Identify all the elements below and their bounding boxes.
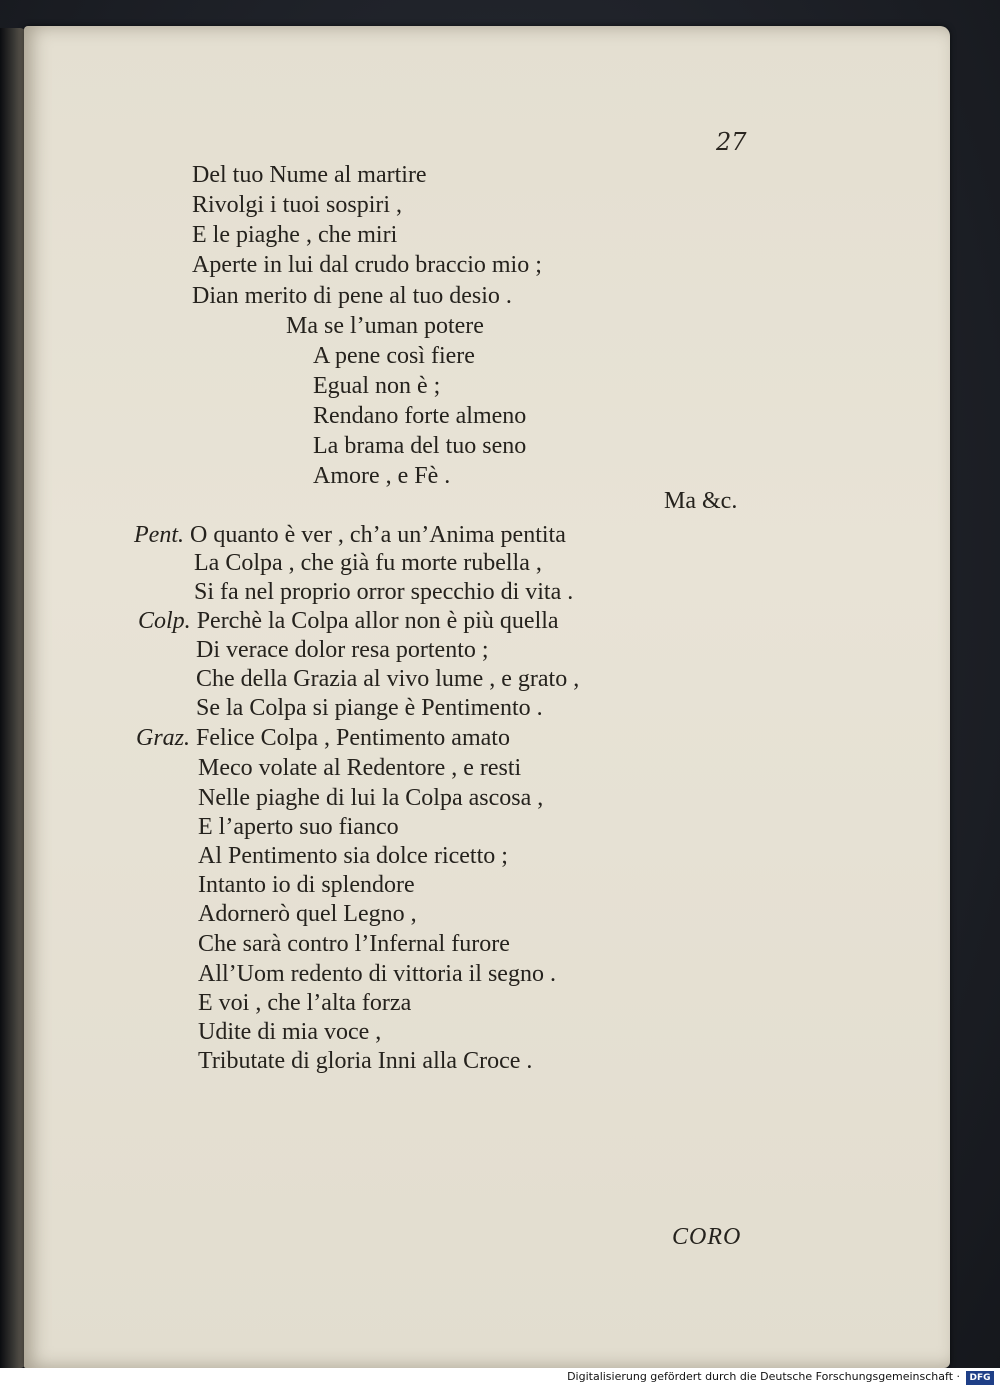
dialogue-line: Udite di mia voce , bbox=[198, 1019, 382, 1045]
dialogue-line: Nelle piaghe di lui la Colpa ascosa , bbox=[198, 785, 544, 811]
dialogue-line: Tributate di gloria Inni alla Croce . bbox=[198, 1048, 533, 1074]
dialogue-text: Perchè la Colpa allor non è più quella bbox=[196, 608, 559, 634]
dialogue-line: La Colpa , che già fu morte rubella , bbox=[194, 550, 542, 576]
verse-line: Amore , e Fè . bbox=[313, 463, 451, 489]
dialogue-line: Che della Grazia al vivo lume , e grato , bbox=[196, 666, 580, 692]
verse-line: Ma se l’uman potere bbox=[286, 313, 484, 339]
dialogue-line: Al Pentimento sia dolce ricetto ; bbox=[198, 843, 508, 869]
dialogue-line: Adornerò quel Legno , bbox=[198, 901, 417, 927]
dialogue-line: Meco volate al Redentore , e resti bbox=[198, 755, 522, 781]
speaker-label: Pent. bbox=[134, 522, 184, 548]
dialogue-line bbox=[138, 606, 559, 636]
dialogue-line bbox=[134, 520, 566, 550]
verse-line: Aperte in lui dal crudo braccio mio ; bbox=[192, 252, 542, 278]
speaker-label: Graz. bbox=[136, 725, 191, 751]
dialogue-line: E l’aperto suo fianco bbox=[198, 814, 399, 840]
dialogue-line: Se la Colpa si piange è Pentimento . bbox=[196, 695, 543, 721]
dialogue-line: All’Uom redento di vittoria il segno . bbox=[198, 961, 556, 987]
refrain-marker: Ma &c. bbox=[664, 488, 738, 514]
verse-line: Rendano forte almeno bbox=[313, 403, 527, 429]
dialogue-text: Felice Colpa , Pentimento amato bbox=[196, 725, 510, 751]
dialogue-text: O quanto è ver , ch’a un’Anima pentita bbox=[189, 522, 566, 548]
dialogue-line: Che sarà contro l’Infernal furore bbox=[198, 931, 510, 957]
verse-line: Del tuo Nume al martire bbox=[192, 162, 427, 188]
verse-line: Dian merito di pene al tuo desio . bbox=[192, 283, 512, 309]
verse-line: E le piaghe , che miri bbox=[192, 222, 398, 248]
catchword: CORO bbox=[672, 1224, 742, 1250]
dfg-logo[interactable]: DFG bbox=[966, 1371, 994, 1385]
speaker-label: Colp. bbox=[138, 608, 191, 634]
dialogue-line: Di verace dolor resa portento ; bbox=[196, 637, 489, 663]
dialogue-line: Intanto io di splendore bbox=[198, 872, 415, 898]
dialogue-line: Si fa nel proprio orror specchio di vita . bbox=[194, 579, 574, 605]
page-number: 27 bbox=[716, 128, 747, 156]
verse-line: Egual non è ; bbox=[313, 373, 441, 399]
book-binding bbox=[0, 28, 26, 1368]
verse-line: A pene così fiere bbox=[313, 343, 475, 369]
footer-credit: Digitalisierung gefördert durch die Deutsche Forschungsgemeinschaft · bbox=[567, 1370, 960, 1383]
verse-line: La brama del tuo seno bbox=[313, 433, 527, 459]
verse-line: Rivolgi i tuoi sospiri , bbox=[192, 192, 403, 218]
dialogue-line bbox=[136, 723, 510, 753]
dialogue-line: E voi , che l’alta forza bbox=[198, 990, 412, 1016]
